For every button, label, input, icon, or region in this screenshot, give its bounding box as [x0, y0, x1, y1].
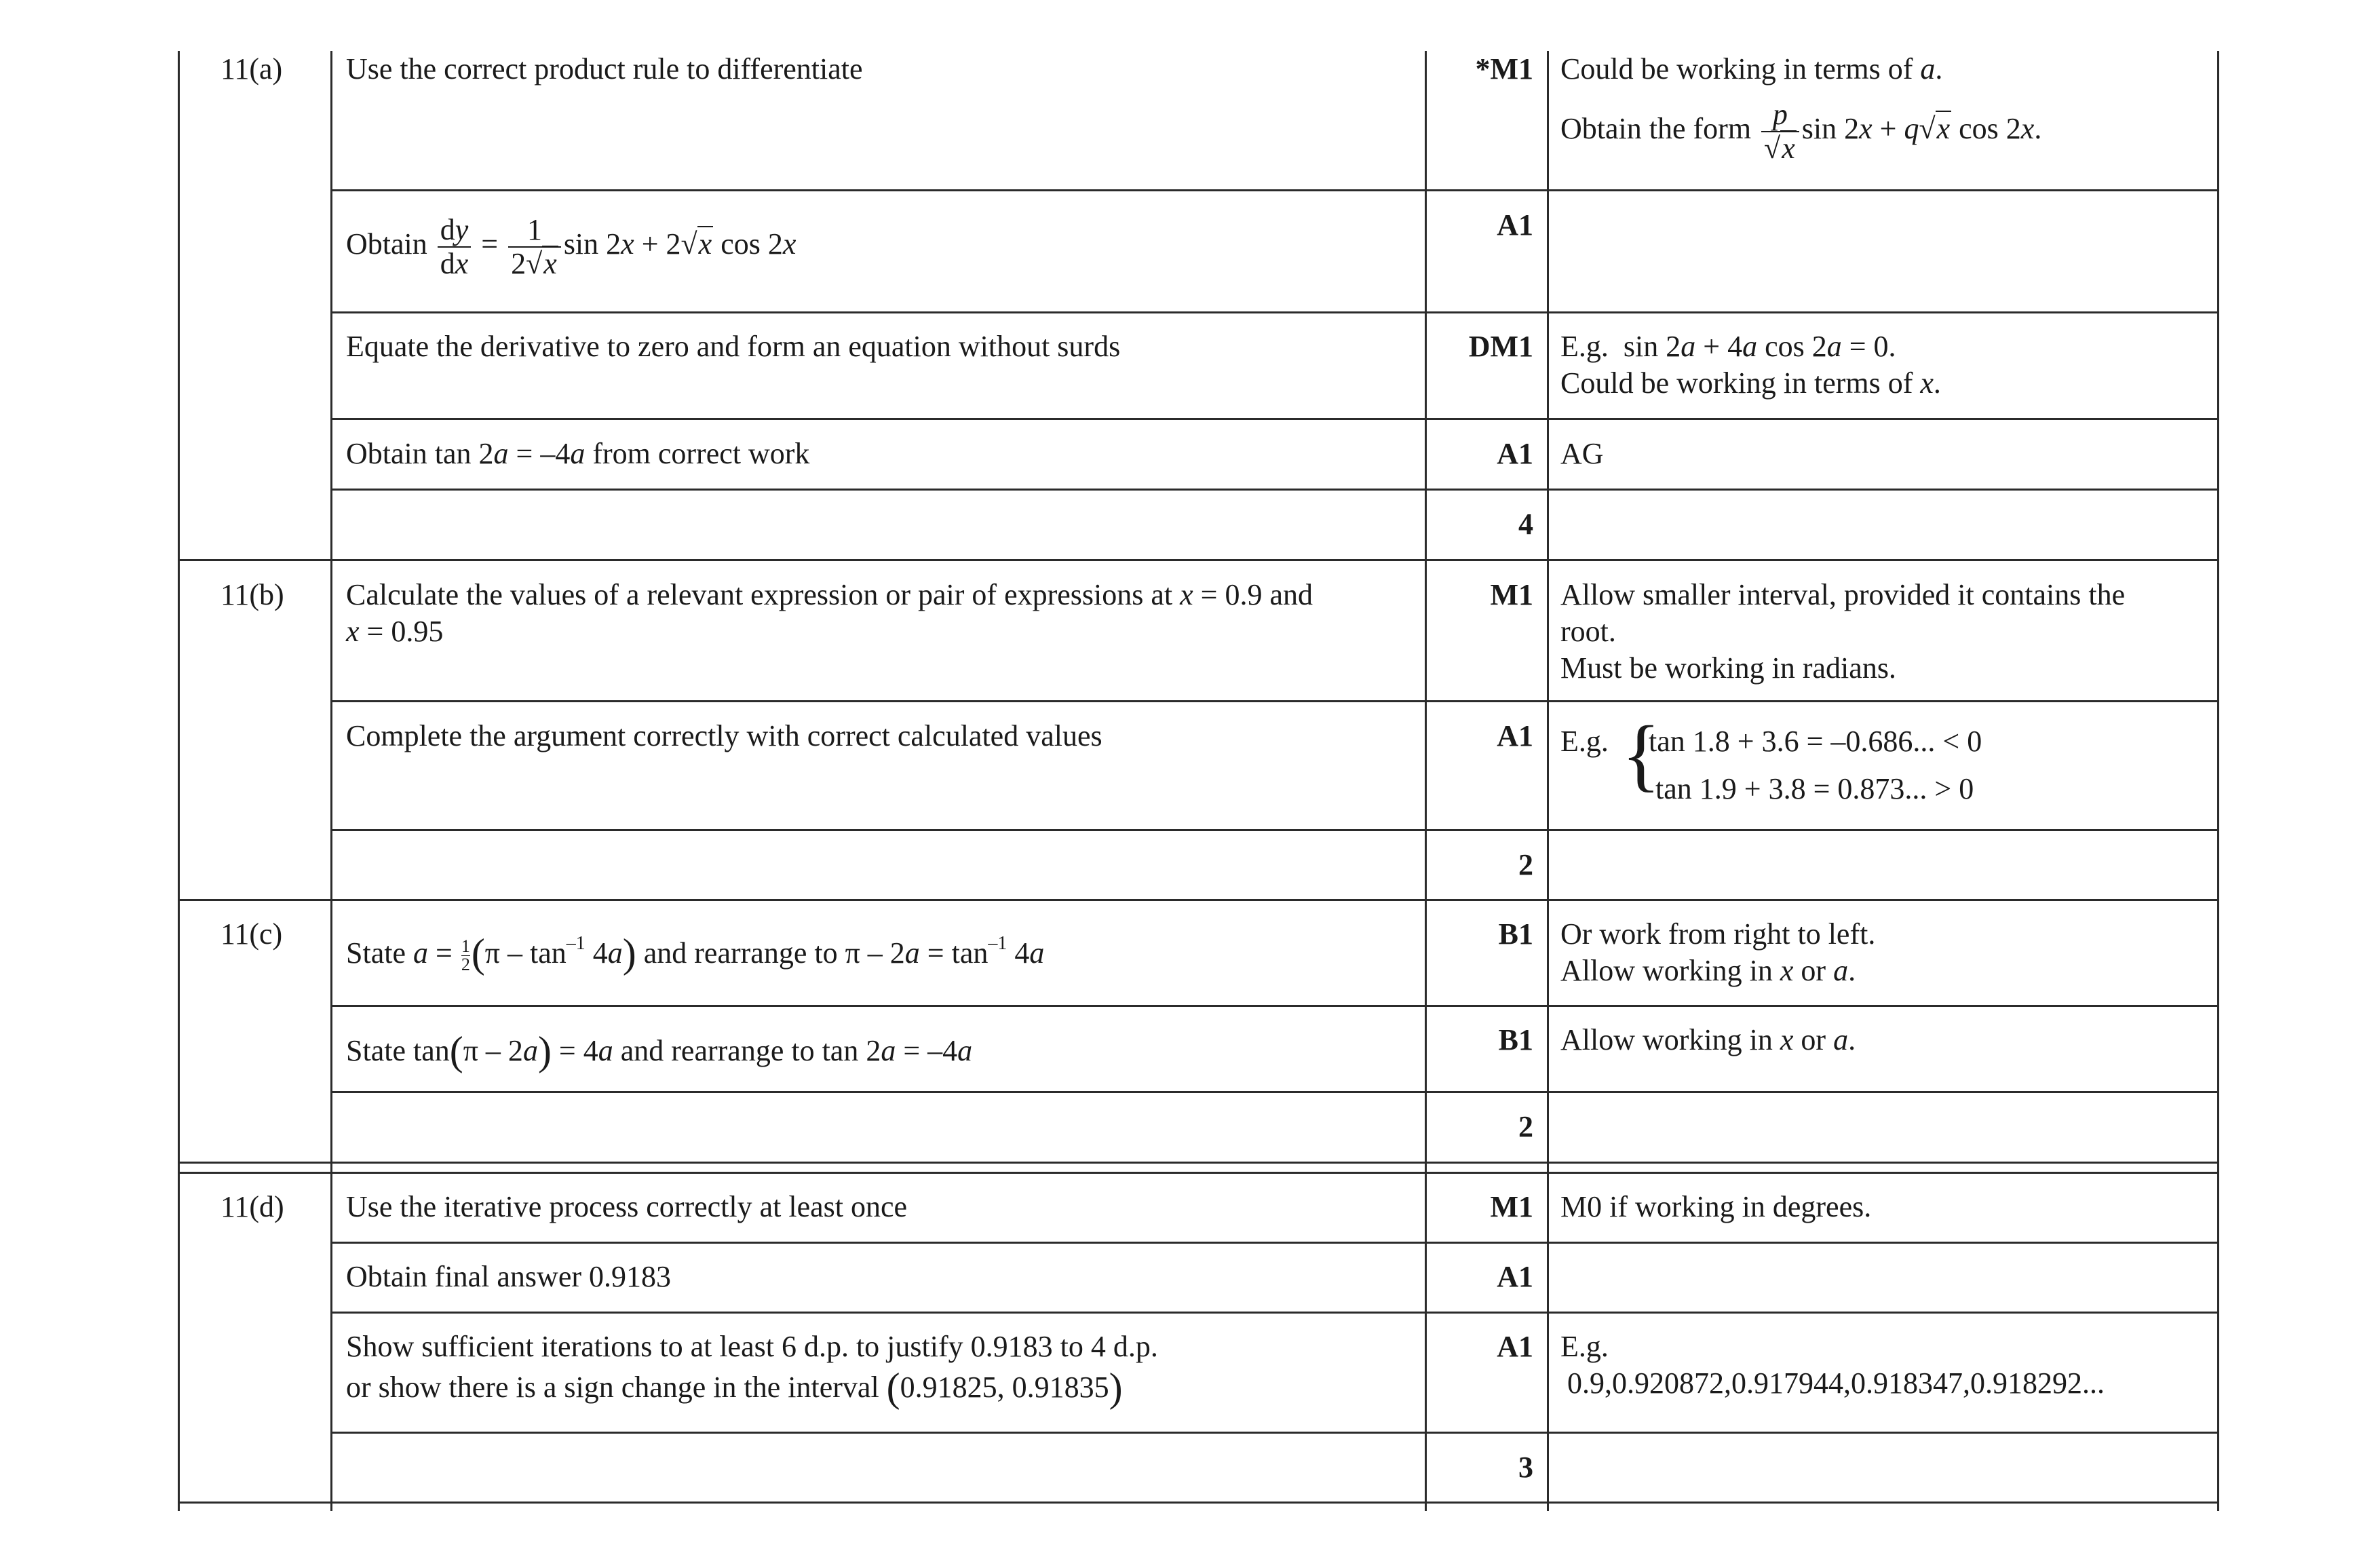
answer-11b-1a: Calculate the values of a relevant expression or pair of expressions at x = 0.9 and — [346, 578, 1313, 611]
guidance-11b-1c: Must be working in radians. — [1560, 651, 1896, 685]
mark-11c-1: B1 — [1498, 917, 1533, 951]
mark-11a-4: A1 — [1497, 437, 1533, 470]
row-line — [330, 189, 2219, 191]
row-line — [330, 700, 2219, 702]
guidance-11b-2-line1: tan 1.8 + 3.6 = –0.686... < 0 — [1649, 725, 1982, 758]
guidance-11c-1a: Or work from right to left. — [1560, 917, 1876, 951]
row-line — [330, 311, 2219, 313]
table-divider-mark — [1547, 51, 1549, 1511]
answer-11a-4: Obtain tan 2a = –4a from correct work — [346, 437, 810, 470]
part-label-11c: 11(c) — [220, 917, 283, 951]
mark-11a-2: A1 — [1497, 208, 1533, 242]
guidance-11a-1b: Obtain the form $\frac{p}{√x}$ sin 2x + q√x cos 2x. — [1560, 97, 2042, 165]
table-border-bottom — [178, 1502, 2219, 1504]
guidance-11a-3a: E.g. sin 2a + 4a cos 2a = 0. — [1560, 330, 1896, 363]
guidance-11b-1a: Allow smaller interval, provided it contains the — [1560, 578, 2126, 611]
row-line — [330, 829, 2219, 831]
guidance-11b-2-line2: tan 1.9 + 3.8 = 0.873... > 0 — [1655, 772, 1974, 805]
guidance-11d-3b: 0.9,0.920872,0.917944,0.918347,0.918292... — [1567, 1366, 2105, 1400]
answer-11d-3b: or show there is a sign change in the interval (0.91825, 0.91835) — [346, 1365, 1123, 1410]
row-line — [330, 1312, 2219, 1314]
answer-11a-1: Use the correct product rule to differentiate — [346, 52, 863, 85]
row-line — [330, 1091, 2219, 1093]
total-11c: 2 — [1518, 1110, 1533, 1143]
mark-11d-3: A1 — [1497, 1330, 1533, 1363]
guidance-11d-1: M0 if working in degrees. — [1560, 1190, 1872, 1223]
brace-symbol: { — [1621, 709, 1661, 799]
row-line — [330, 418, 2219, 420]
mark-11b-1: M1 — [1490, 578, 1533, 611]
mark-11b-2: A1 — [1497, 719, 1533, 752]
row-line — [330, 489, 2219, 491]
row-line — [330, 1432, 2219, 1434]
row-line — [330, 1242, 2219, 1244]
guidance-11b-2-eg: E.g. — [1560, 725, 1609, 758]
guidance-11c-1b: Allow working in x or a. — [1560, 954, 1856, 987]
table-border-left — [178, 51, 180, 1511]
row-line — [330, 1005, 2219, 1007]
total-11a: 4 — [1518, 508, 1533, 541]
part-label-11b: 11(b) — [220, 578, 284, 611]
table-divider-answer — [1425, 51, 1427, 1511]
guidance-11d-3a: E.g. — [1560, 1330, 1609, 1363]
table-divider-part — [330, 51, 332, 1511]
mark-11a-1: *M1 — [1475, 52, 1533, 85]
total-11b: 2 — [1518, 848, 1533, 881]
answer-11d-2: Obtain final answer 0.9183 — [346, 1260, 671, 1293]
guidance-11a-4: AG — [1560, 437, 1604, 470]
table-border-right — [2217, 51, 2219, 1511]
section-line — [178, 899, 2219, 901]
mark-11c-2: B1 — [1498, 1023, 1533, 1056]
guidance-11a-1a: Could be working in terms of a. — [1560, 52, 1943, 85]
answer-11d-1: Use the iterative process correctly at least once — [346, 1190, 908, 1223]
answer-11b-2: Complete the argument correctly with correct calculated values — [346, 719, 1102, 752]
section-line — [178, 1172, 2219, 1174]
total-11d: 3 — [1518, 1451, 1533, 1484]
answer-11d-3a: Show sufficient iterations to at least 6 d.p. to justify 0.9183 to 4 d.p. — [346, 1330, 1158, 1363]
part-label-11d: 11(d) — [220, 1190, 284, 1223]
guidance-11b-1b: root. — [1560, 615, 1616, 648]
answer-11a-3: Equate the derivative to zero and form an equation without surds — [346, 330, 1121, 363]
answer-11a-2: Obtain $\frac{dy}{dx}$ = $\frac{1}{2√x}$ sin 2x + 2√x cos 2x — [346, 212, 796, 280]
guidance-11c-2: Allow working in x or a. — [1560, 1023, 1856, 1056]
answer-11c-2: State tan(π – 2a) = 4a and rearrange to tan 2a = –4a — [346, 1029, 973, 1073]
mark-11a-3: DM1 — [1468, 330, 1533, 363]
answer-11b-1b: x = 0.95 — [346, 615, 444, 648]
part-label-11a: 11(a) — [220, 52, 283, 85]
mark-11d-2: A1 — [1497, 1260, 1533, 1293]
section-line — [178, 559, 2219, 561]
mark-11d-1: M1 — [1490, 1190, 1533, 1223]
guidance-11a-3b: Could be working in terms of x. — [1560, 366, 1941, 400]
section-line — [178, 1162, 2219, 1164]
answer-11c-1: State a = $\frac{1}{2}$ $(\pi - \tan^{-1} 4a)$ and rearrange to $\pi - 2a = \tan^{-1} 4a$ — [346, 931, 1045, 976]
